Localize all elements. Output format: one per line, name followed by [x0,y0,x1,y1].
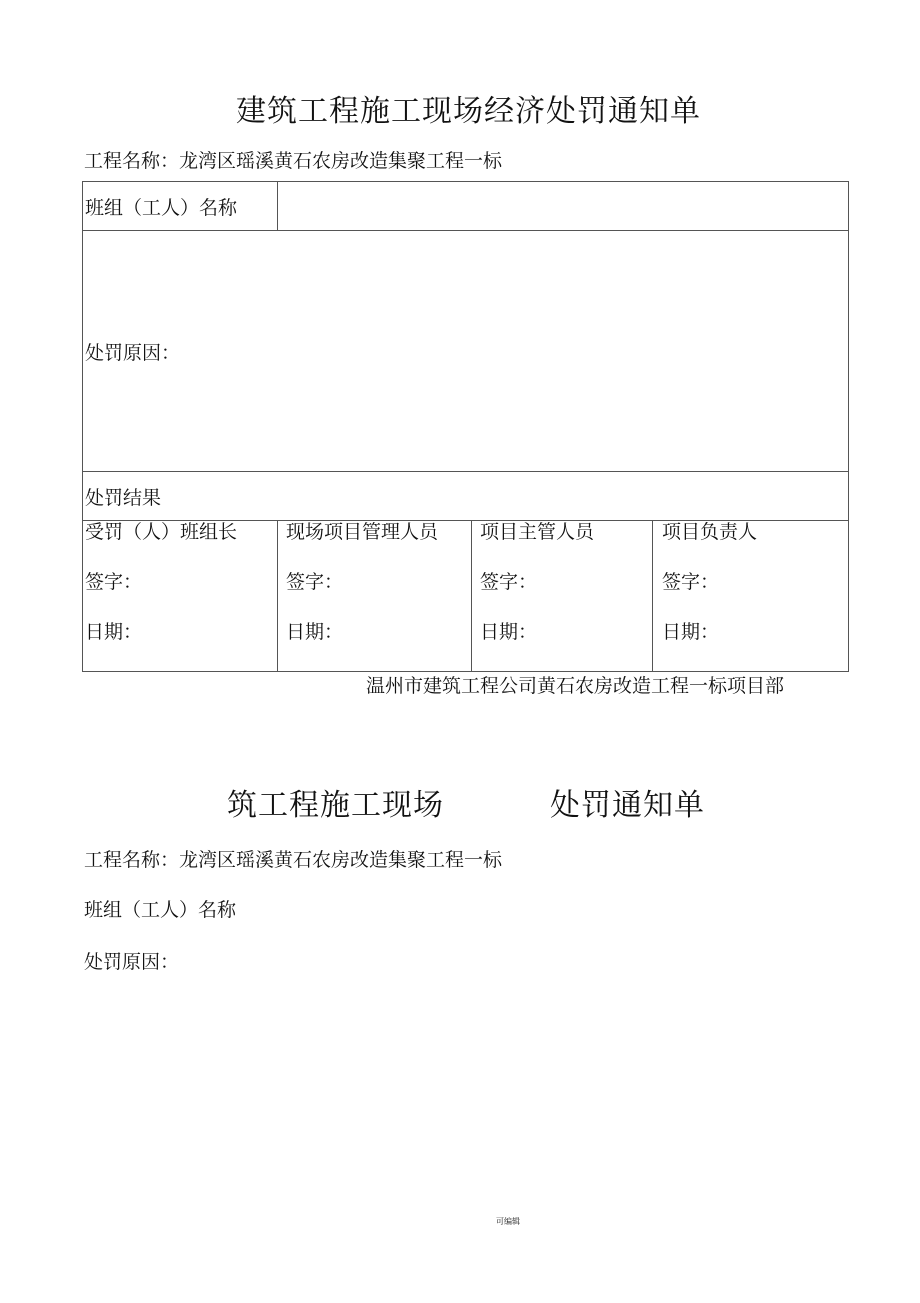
date-field[interactable]: 日期： [85,621,143,643]
notice2-project-name: 工程名称：龙湾区瑶溪黄石农房改造集聚工程一标 [84,849,503,871]
team-name-row [83,182,849,231]
sign-field[interactable]: 签字： [85,571,143,593]
team-name-field[interactable] [278,182,849,231]
sign-field[interactable]: 签字： [286,571,344,593]
signer-role: 项目主管人员 [480,521,595,543]
notice2-reason-label: 处罚原因： [84,951,180,973]
reason-field[interactable] [83,231,849,472]
sign-field[interactable]: 签字： [662,571,720,593]
notice1-form-table [82,181,849,672]
notice2-team-label: 班组（工人）名称 [84,899,237,921]
result-label: 处罚结果 [83,472,849,521]
team-name-label: 班组（工人）名称 [83,182,278,231]
notice2-title-right: 处罚通知单 [550,788,705,823]
signer-role: 现场项目管理人员 [286,521,439,543]
notice2-title-left: 筑工程施工现场 [227,788,444,823]
signer-project-supervisor [472,521,653,672]
signer-penalized-team-leader [83,521,278,672]
reason-row [83,231,849,472]
signer-role: 受罚（人）班组长 [85,521,238,543]
reason-label: 处罚原因： [85,341,181,364]
notice1-title: 建筑工程施工现场经济处罚通知单 [236,94,701,129]
date-field[interactable]: 日期： [662,621,720,643]
signature-row [83,521,849,672]
date-field[interactable]: 日期： [480,621,538,643]
result-row [83,472,849,521]
signer-role: 项目负责人 [662,521,758,543]
signer-project-lead [653,521,849,672]
sign-field[interactable]: 签字： [480,571,538,593]
issuer-line: 温州市建筑工程公司黄石农房改造工程一标项目部 [366,675,785,697]
notice1-project-name: 工程名称：龙湾区瑶溪黄石农房改造集聚工程一标 [84,150,503,172]
signer-site-manager [278,521,472,672]
date-field[interactable]: 日期： [286,621,344,643]
footer-editable-note: 可编辑 [496,1217,520,1226]
